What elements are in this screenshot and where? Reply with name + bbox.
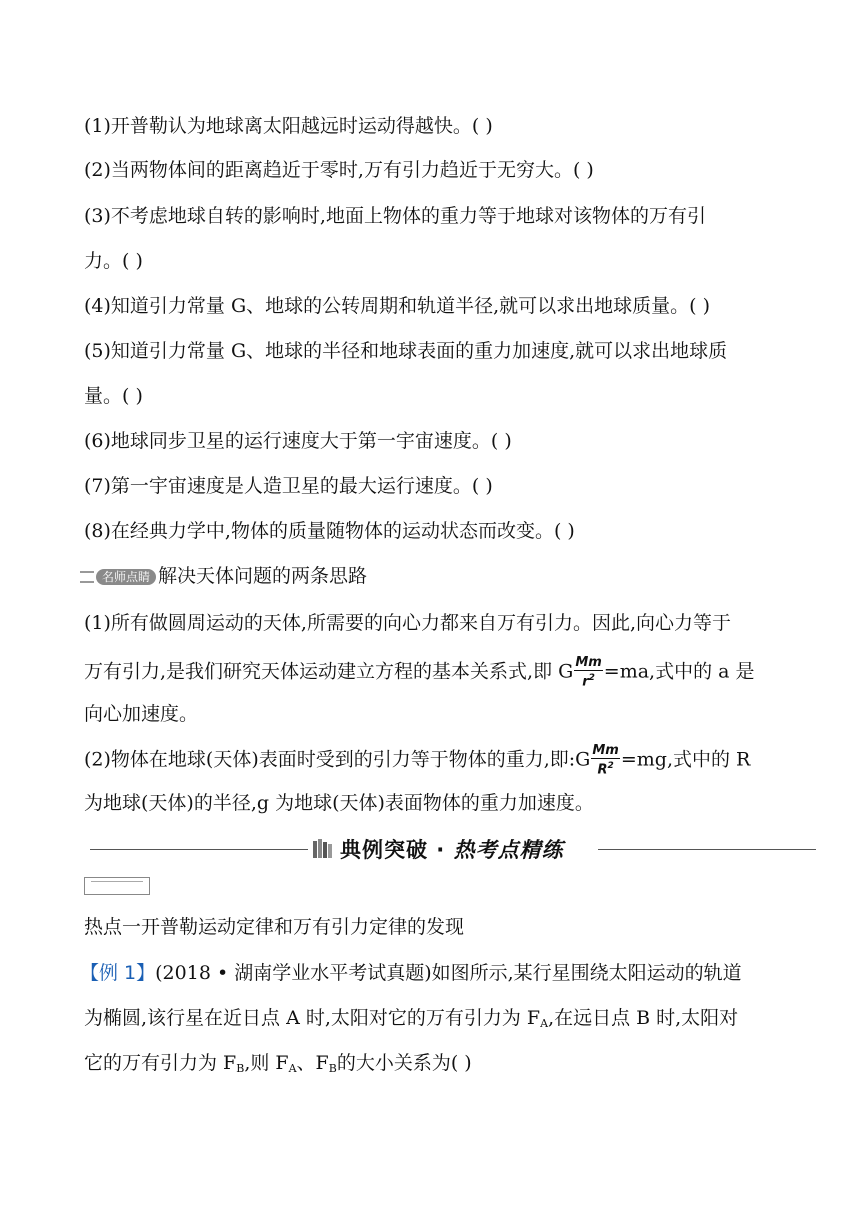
section-banner <box>312 832 594 866</box>
tip-p1-line-2: 万有引力,是我们研究天体运动建立方程的基本关系式,即 G $\frac{Mm}{r^2}$ =ma,式中的 a 是 <box>84 655 755 690</box>
blank-label-box <box>84 877 150 895</box>
banner-rule-left <box>90 849 308 850</box>
statement-4: (4)知道引力常量 G、地球的公转周期和轨道半径,就可以求出地球质量。( ) <box>84 295 711 317</box>
statement-3-line-1: (3)不考虑地球自转的影响时,地面上物体的重力等于地球对该物体的万有引 <box>84 205 706 227</box>
statement-7: (7)第一宇宙速度是人造卫星的最大运行速度。( ) <box>84 475 493 497</box>
banner-rule-right <box>598 849 816 850</box>
tip-p2-line-1: (2)物体在地球(天体)表面时受到的引力等于物体的重力,即:G $\frac{Mm}{R^2}$ =mg,式中的 R <box>84 743 751 778</box>
tip-p2-line-2: 为地球(天体)的半径,g 为地球(天体)表面物体的重力加速度。 <box>84 792 594 814</box>
tip-p1-line-3: 向心加速度。 <box>84 703 199 725</box>
statement-2: (2)当两物体间的距离趋近于零时,万有引力趋近于无穷大。( ) <box>84 159 594 181</box>
tip-badge: 名师点睛 <box>96 569 156 585</box>
formula-fraction-2: $\frac{Mm}{R^2}$ <box>592 743 619 778</box>
statement-1: (1)开普勒认为地球离太阳越远时运动得越快。( ) <box>84 115 493 137</box>
example-line-3: 它的万有引力为 $F_B$,则 $F_A$、$F_B$的大小关系为( ) <box>84 1052 472 1075</box>
example-tag: 【例 1】 <box>80 962 156 984</box>
tip-title: 解决天体问题的两条思路 <box>158 565 368 587</box>
statement-6: (6)地球同步卫星的运行速度大于第一宇宙速度。( ) <box>84 430 512 452</box>
example-line-1: 【例 1】(2018 • 湖南学业水平考试真题)如图所示,某行星围绕太阳运动的轨道 <box>80 962 742 984</box>
tip-decoration-icon <box>80 571 94 583</box>
statement-5-line-2: 量。( ) <box>84 385 143 407</box>
tip-p1-line-1: (1)所有做圆周运动的天体,所需要的向心力都来自万有引力。因此,向心力等于 <box>84 612 731 634</box>
statement-3-line-2: 力。( ) <box>84 250 143 272</box>
banner-title: 典例突破 · 热考点精练 <box>340 838 564 862</box>
statement-5-line-1: (5)知道引力常量 G、地球的半径和地球表面的重力加速度,就可以求出地球质 <box>84 340 728 362</box>
hotspot-heading: 热点一开普勒运动定律和万有引力定律的发现 <box>84 916 465 938</box>
tip-heading <box>80 563 367 589</box>
example-line-2: 为椭圆,该行星在近日点 A 时,太阳对它的万有引力为 $F_A$,在远日点 B 时,太阳对 <box>84 1007 739 1030</box>
books-icon <box>312 838 334 860</box>
statement-8: (8)在经典力学中,物体的质量随物体的运动状态而改变。( ) <box>84 520 575 542</box>
formula-fraction-1: $\frac{Mm}{r^2}$ <box>575 655 602 690</box>
